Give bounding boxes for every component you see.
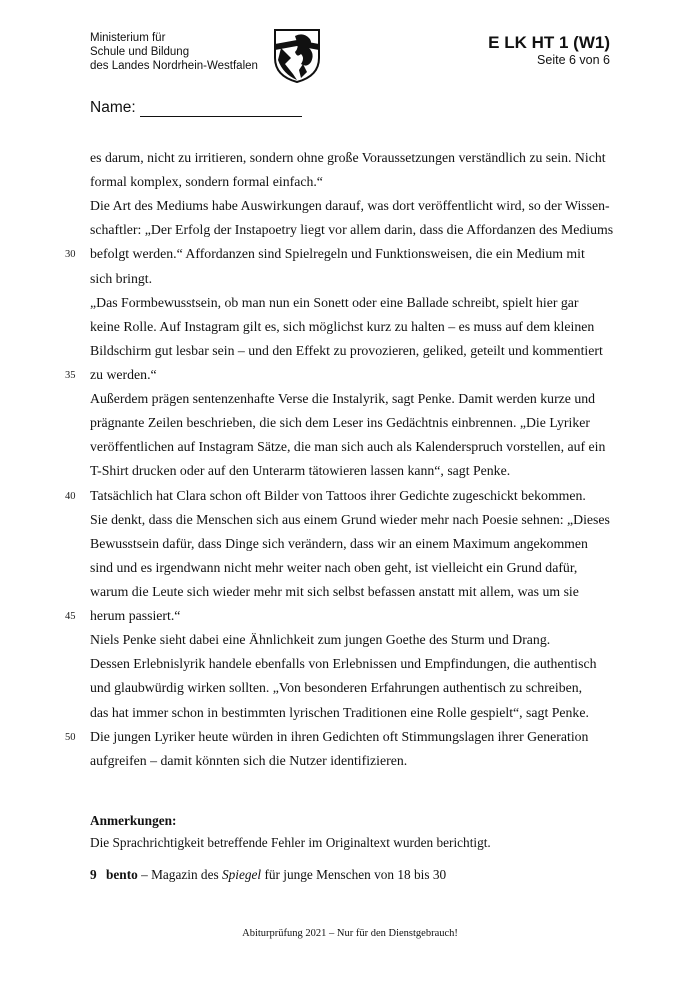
page-footer: Abiturprüfung 2021 – Nur für den Dienstgebrauch! <box>242 928 458 939</box>
line-text: Dessen Erlebnislyrik handele ebenfalls von Erlebnissen und Empfindungen, die authentisch <box>90 656 597 672</box>
notes-section <box>90 812 620 885</box>
footnote-number: 9 <box>90 867 97 882</box>
page-number: Seite 6 von 6 <box>537 53 610 67</box>
line-text: sind und es irgendwann nicht mehr weiter nach oben geht, ist vielleicht ein Grund dafür, <box>90 559 578 575</box>
ministry-line: des Landes Nordrhein-Westfalen <box>90 60 258 72</box>
text-line <box>90 315 620 339</box>
text-line <box>90 532 620 556</box>
line-text: warum die Leute sich wieder mehr mit sich selbst befassen anstatt mit allem, was um sie <box>90 583 579 599</box>
text-line <box>65 363 620 387</box>
line-number: 35 <box>65 369 76 381</box>
body-text <box>65 146 620 773</box>
line-text: befolgt werden.“ Affordanzen sind Spielregeln und Funktionsweisen, die ein Medium mit <box>90 246 585 262</box>
text-line <box>90 411 620 435</box>
line-number: 45 <box>65 611 76 623</box>
ministry-line: Schule und Bildung <box>90 46 190 58</box>
text-line <box>65 604 620 628</box>
line-text: schaftler: „Der Erfolg der Instapoetry liegt vor allem darin, dass die Affordanzen des Mediums <box>90 222 614 238</box>
line-text: das hat immer schon in bestimmten lyrischen Traditionen eine Rolle gespielt“, sagt Penke. <box>90 704 589 720</box>
document-meta <box>488 33 610 68</box>
line-text: und glaubwürdig wirken sollten. „Von besonderen Erfahrungen authentisch zu schreiben, <box>90 680 583 696</box>
line-text: keine Rolle. Auf Instagram gilt es, sich möglichst kurz zu halten – es muss auf dem kleinen <box>90 318 595 334</box>
line-text: Die Art des Mediums habe Auswirkungen darauf, was dort veröffentlicht wird, so der Wissen- <box>90 198 610 214</box>
nrw-coat-of-arms-icon <box>273 28 321 84</box>
line-text: Sie denkt, dass die Menschen sich aus einem Grund wieder mehr nach Poesie sehnen: „Dieses <box>90 511 610 527</box>
text-line <box>90 676 620 700</box>
text-line <box>90 749 620 773</box>
text-line <box>90 652 620 676</box>
line-text: Die jungen Lyriker heute würden in ihren Gedichten oft Stimmungslagen ihrer Generation <box>90 728 589 744</box>
footnote-text-end: für junge Menschen von 18 bis 30 <box>261 867 447 882</box>
text-line <box>90 580 620 604</box>
line-text: herum passiert.“ <box>90 608 181 624</box>
line-text: sich bringt. <box>90 270 153 286</box>
footnote-text: – Magazin des <box>137 867 222 882</box>
line-text: aufgreifen – damit könnten sich die Nutzer identifizieren. <box>90 752 408 768</box>
text-line <box>90 267 620 291</box>
text-line <box>65 725 620 749</box>
document-code: E LK HT 1 (W1) <box>488 33 610 52</box>
footnote-term: bento <box>106 867 138 882</box>
text-line <box>90 339 620 363</box>
line-text: formal komplex, sondern formal einfach.“ <box>90 174 323 190</box>
line-number: 30 <box>65 249 76 261</box>
text-line <box>90 218 620 242</box>
line-text: prägnante Zeilen beschrieben, die sich dem Leser ins Gedächtnis einbrennen. „Die Lyriker <box>90 415 590 431</box>
line-text: zu werden.“ <box>90 366 157 382</box>
notes-text: Die Sprachrichtigkeit betreffende Fehler im Originaltext wurden berichtigt. <box>90 835 491 850</box>
text-line <box>90 194 620 218</box>
text-line <box>90 459 620 483</box>
name-label: Name: <box>90 99 136 116</box>
text-line <box>90 556 620 580</box>
text-line <box>90 508 620 532</box>
line-number: 50 <box>65 731 76 743</box>
line-text: veröffentlichen auf Instagram Sätze, die man sich auch als Kalenderspruch vorstellen, auf ein <box>90 439 606 455</box>
line-text: Bewusstsein dafür, dass Dinge sich verändern, dass wir an einem Maximum angekommen <box>90 535 588 551</box>
name-blank-line <box>140 101 302 117</box>
text-line <box>90 435 620 459</box>
line-text: T-Shirt drucken oder auf den Unterarm tätowieren lassen kann“, sagt Penke. <box>90 463 511 479</box>
text-line <box>90 170 620 194</box>
line-number: 40 <box>65 490 76 502</box>
text-line <box>90 291 620 315</box>
text-line <box>90 387 620 411</box>
notes-heading: Anmerkungen: <box>90 813 177 828</box>
line-text: Niels Penke sieht dabei eine Ähnlichkeit zum jungen Goethe des Sturm und Drang. <box>90 632 551 648</box>
ministry-line: Ministerium für <box>90 32 166 44</box>
footnote <box>90 865 620 885</box>
line-text: „Das Formbewusstsein, ob man nun ein Sonett oder eine Ballade schreibt, spielt hier gar <box>90 294 579 310</box>
line-text: Bildschirm gut lesbar sein – und den Effekt zu provozieren, geliked, geteilt und kommentiert <box>90 342 603 358</box>
line-text: Tatsächlich hat Clara schon oft Bilder von Tattoos ihrer Gedichte zugeschickt bekommen. <box>90 487 586 503</box>
text-line <box>65 484 620 508</box>
text-line <box>90 701 620 725</box>
text-line <box>90 628 620 652</box>
footnote-italic: Spiegel <box>221 867 262 882</box>
ministry-name <box>90 31 258 73</box>
text-line <box>90 146 620 170</box>
line-text: Außerdem prägen sentenzenhafte Verse die Instalyrik, sagt Penke. Damit werden kurze und <box>90 391 596 407</box>
line-text: es darum, nicht zu irritieren, sondern ohne große Voraussetzungen verständlich zu sein. Nicht <box>90 150 606 165</box>
text-line <box>65 242 620 266</box>
name-field <box>90 99 302 117</box>
